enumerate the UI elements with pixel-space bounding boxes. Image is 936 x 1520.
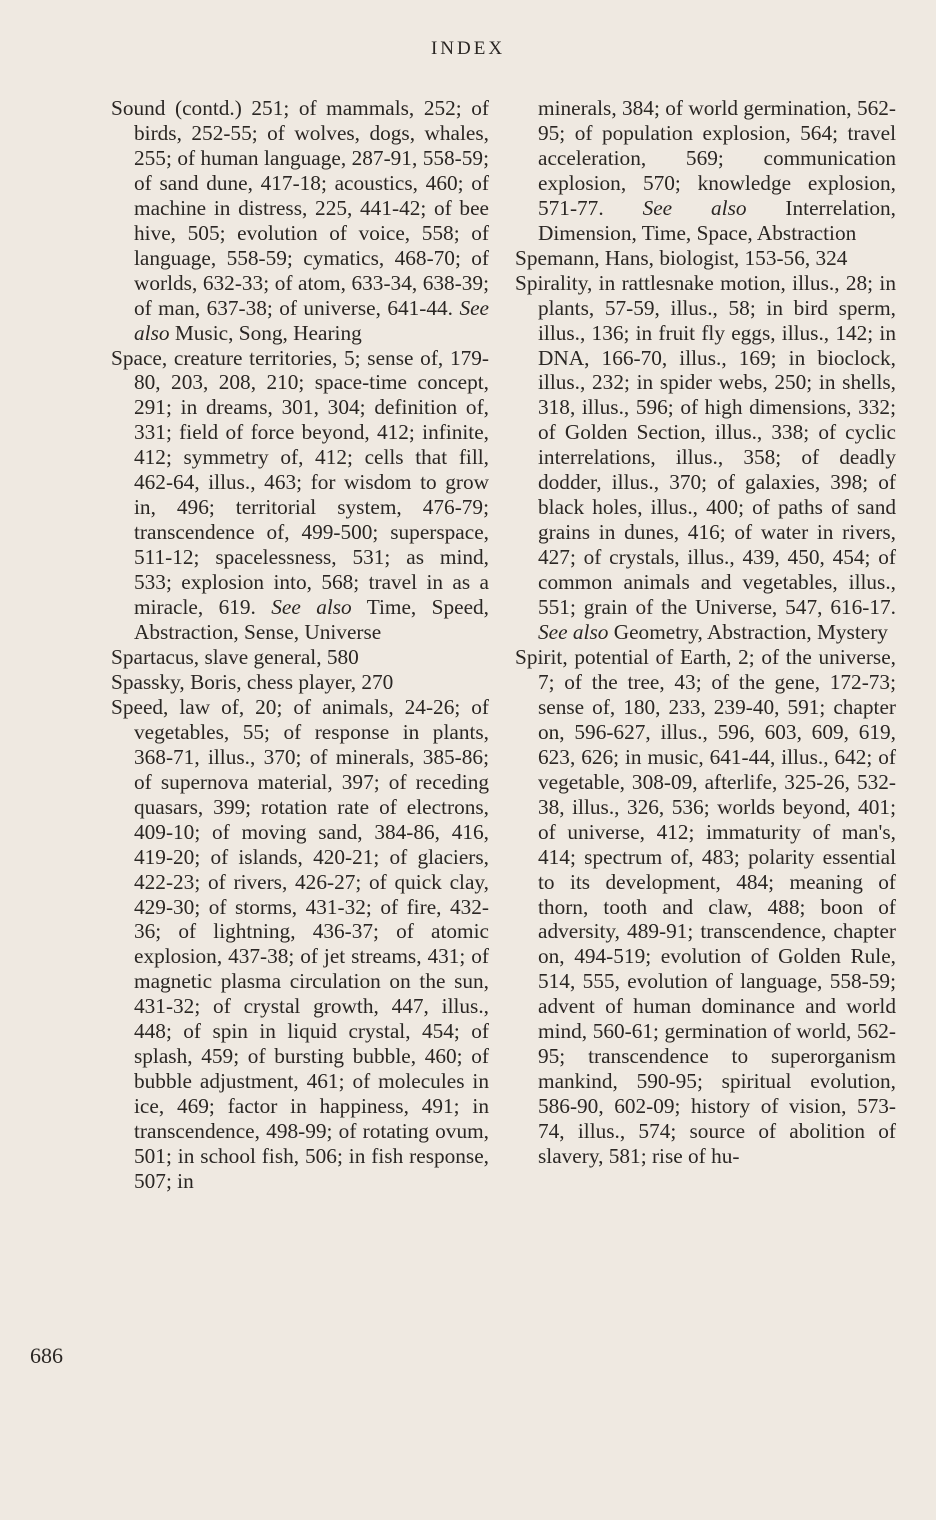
index-entry-spartacus: Spartacus, slave general, 580 <box>111 644 359 669</box>
index-entry-speed: Speed, law of, 20; of animals, 24-26; of vegetables, 55; of response in plants, 368-71, illus., 370; of minerals, 385-86; of supernova material, 397; of receding quasars, 399; rotation rate of electrons, 409-10; of moving sand, 384-86, 416, 419-20; of islands, 420-21; of glaciers, 422-23; of rivers, 426-27; of quick clay, 429-30; of storms, 431-32; of fire, 432-36; of lightning, 436-37; of atomic explosion, 437-38; of jet streams, 431; of magnetic plasma circulation on the sun, 431-32; of crystal growth, 447, illus., 448; of spin in liquid crystal, 454; of splash, 459; of bursting bubble, 460; of bubble adjustment, 461; of molecules in ice, 469; factor in happiness, 491; in transcendence, 498-99; of rotating ovum, 501; in school fish, 506; in fish response, 507; in <box>111 694 489 1193</box>
page-header: INDEX <box>430 38 506 59</box>
index-entry-space: Space, creature territories, 5; sense of, 179-80, 203, 208, 210; space-time concept, 291; in dreams, 301, 304; definition of, 331; field of force beyond, 412; infinite, 412; symmetry of, 412; cells that fill, 462-64, illus., 463; for wisdom to grow in, 496; territorial system, 476-79; transcendence of, 499-500; superspace, 511-12; spacelessness, 531; as mind, 533; explosion into, 568; travel in as a miracle, 619. See also Time, Speed, Abstraction, Sense, Universe <box>111 345 490 645</box>
index-entry-spassky: Spassky, Boris, chess player, 270 <box>111 669 394 694</box>
left-index-column <box>111 96 489 1194</box>
index-entry-spirality: Spirality, in rattlesnake motion, illus., 28; in plants, 57-59, illus., 58; in bird sperm, illus., 136; in fruit fly eggs, illus., 142; in DNA, 166-70, illus., 169; in bioclock, illus., 232; in spider webs, 250; in shells, 318, illus., 596; of high dimensions, 332; of Golden Section, illus., 338; of cyclic interrelations, illus., 358; of deadly dodder, illus., 370; of galaxies, 398; of black holes, illus., 400; of paths of sand grains in dunes, 416; of water in rivers, 427; of crystals, illus., 439, 450, 454; of common animals and vegetables, illus., 551; grain of the Universe, 547, 616-17. See also Geometry, Abstraction, Mystery <box>515 270 896 645</box>
index-entry-speed-continued: minerals, 384; of world germination, 562-95; of population explosion, 564; travel acceleration, 569; communication explosion, 570; knowledge explosion, 571-77. See also Interrelation, Dimension, Time, Space, Abstraction <box>538 96 896 245</box>
page-number: 686 <box>30 1343 63 1368</box>
index-entry-spemann: Spemann, Hans, biologist, 153-56, 324 <box>515 245 848 270</box>
right-index-column <box>515 96 896 1169</box>
index-entry-sound: Sound (contd.) 251; of mammals, 252; of birds, 252-55; of wolves, dogs, whales, 255; of human language, 287-91, 558-59; of sand dune, 417-18; acoustics, 460; of machine in distress, 225, 441-42; of bee hive, 505; evolution of voice, 558; of language, 558-59; cymatics, 468-70; of worlds, 632-33; of atom, 633-34, 638-39; of man, 637-38; of universe, 641-44. See also Music, Song, Hearing <box>111 96 489 345</box>
index-entry-spirit: Spirit, potential of Earth, 2; of the universe, 7; of the tree, 43; of the gene, 172-73; sense of, 180, 233, 239-40, 591; chapter on, 596-627, illus., 596, 603, 609, 619, 623, 626; in music, 641-44, illus., 642; of vegetable, 308-09, afterlife, 325-26, 532-38, illus., 326, 536; worlds beyond, 401; of universe, 412; immaturity of man's, 414; spectrum of, 483; polarity essential to its development, 484; meaning of thorn, tooth and claw, 488; boon of adversity, 489-91; transcendence, chapter on, 494-519; evolution of Golden Rule, 514, 555, evolution of language, 558-59; advent of human dominance and world mind, 560-61; germination of world, 562-95; transcendence to superorganism mankind, 590-95; spiritual evolution, 586-90, 602-09; history of vision, 573-74, illus., 574; source of abolition of slavery, 581; rise of hu- <box>515 644 896 1169</box>
